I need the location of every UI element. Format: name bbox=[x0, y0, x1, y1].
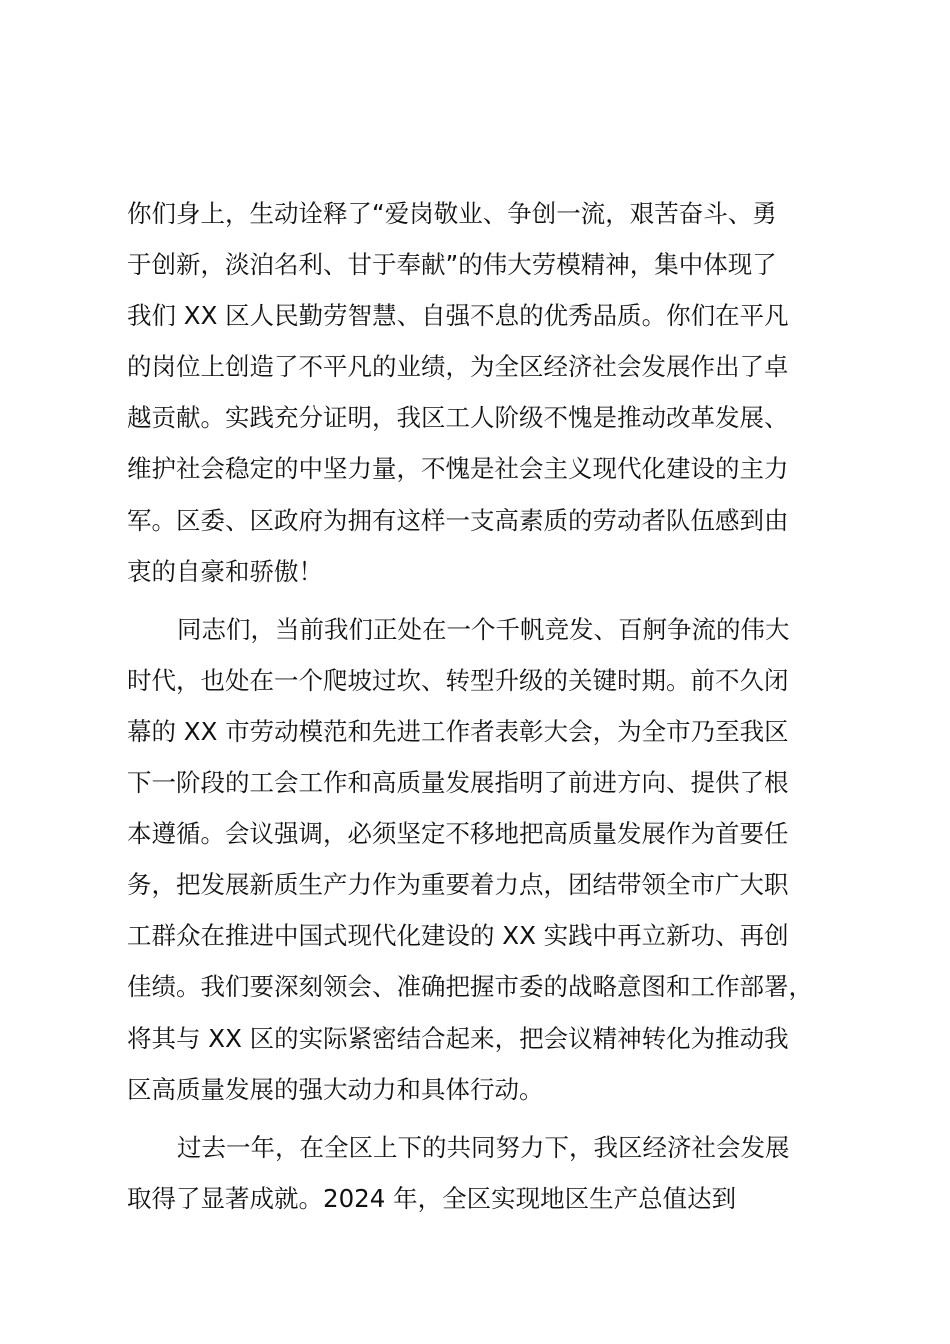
text-line: 区高质量发展的强大动力和具体行动。 bbox=[127, 1074, 544, 1104]
body-text bbox=[127, 196, 847, 1232]
text-line: 幕的 XX 市劳动模范和先进工作者表彰大会，为全市乃至我区 bbox=[127, 716, 789, 746]
text-line: 取得了显著成就。2024 年，全区实现地区生产总值达到 bbox=[127, 1183, 737, 1213]
text-line: 过去一年，在全区上下的共同努力下，我区经济社会发展 bbox=[177, 1132, 790, 1162]
text-line: 军。区委、区政府为拥有这样一支高素质的劳动者队伍感到由 bbox=[127, 505, 789, 535]
paragraph-1 bbox=[127, 196, 847, 605]
paragraph-spacer bbox=[127, 1123, 847, 1130]
text-line: 衷的自豪和骄傲！ bbox=[127, 556, 323, 586]
paragraph-3 bbox=[127, 1130, 847, 1232]
text-line: 本遵循。会议强调，必须坚定不移地把高质量发展作为首要任 bbox=[127, 819, 789, 849]
text-line: 维护社会稳定的中坚力量，不愧是社会主义现代化建设的主力 bbox=[127, 454, 789, 484]
text-line: 佳绩。我们要深刻领会、准确把握市委的战略意图和工作部署， bbox=[127, 972, 813, 1002]
text-line: 的岗位上创造了不平凡的业绩，为全区经济社会发展作出了卓 bbox=[127, 352, 789, 382]
text-line: 同志们，当前我们正处在一个千帆竞发、百舸争流的伟大 bbox=[177, 614, 790, 644]
text-line: 时代，也处在一个爬坡过坎、转型升级的关键时期。前不久闭 bbox=[127, 665, 789, 695]
paragraph-2 bbox=[127, 612, 847, 1123]
text-line: 你们身上，生动诠释了“爱岗敬业、争创一流，艰苦奋斗、勇 bbox=[127, 199, 777, 228]
text-line: 将其与 XX 区的实际紧密结合起来，把会议精神转化为推动我 bbox=[127, 1023, 789, 1053]
paragraph-spacer bbox=[127, 605, 847, 612]
text-line: 务，把发展新质生产力作为重要着力点，团结带领全市广大职 bbox=[127, 870, 789, 900]
text-line: 工群众在推进中国式现代化建设的 XX 实践中再立新功、再创 bbox=[127, 921, 789, 951]
text-line: 越贡献。实践充分证明，我区工人阶级不愧是推动改革发展、 bbox=[127, 403, 789, 433]
text-line: 于创新，淡泊名利、甘于奉献”的伟大劳模精神，集中体现了 bbox=[127, 250, 777, 280]
text-line: 我们 XX 区人民勤劳智慧、自强不息的优秀品质。你们在平凡 bbox=[127, 301, 789, 331]
text-line: 下一阶段的工会工作和高质量发展指明了前进方向、提供了根 bbox=[127, 768, 789, 798]
